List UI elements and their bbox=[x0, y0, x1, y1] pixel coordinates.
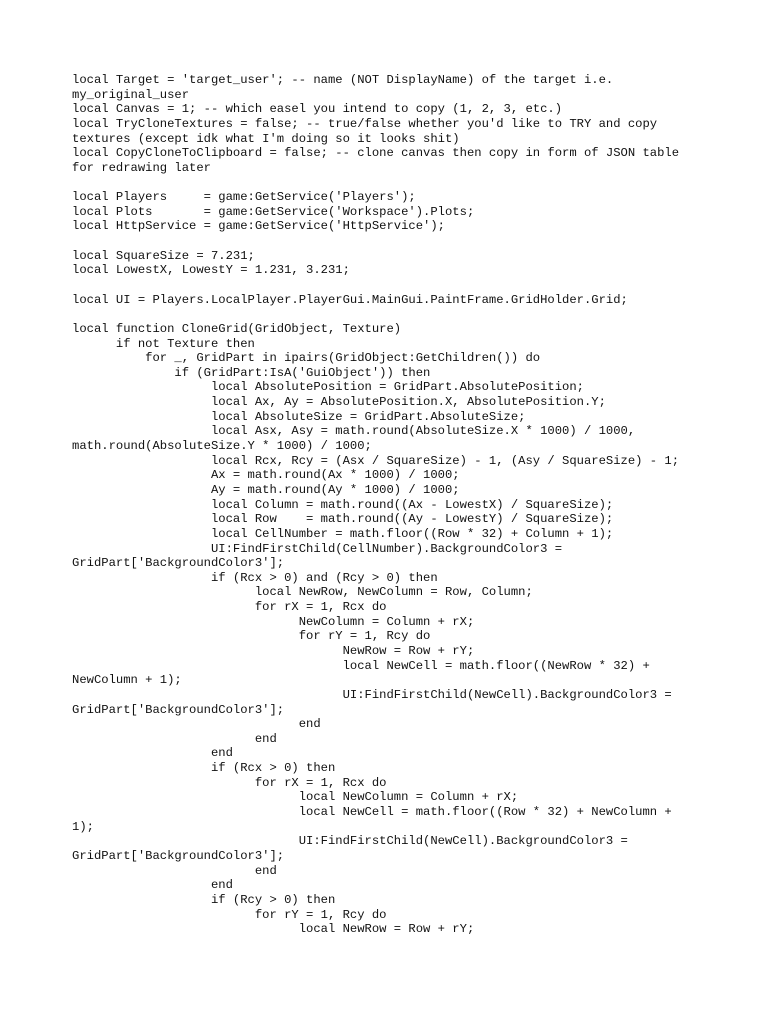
code-line: UI:FindFirstChild(CellNumber).BackgroundColor3 = bbox=[72, 541, 563, 556]
code-line: UI:FindFirstChild(NewCell).BackgroundColor3 = bbox=[72, 834, 628, 849]
code-line: local SquareSize = 7.231; bbox=[72, 248, 255, 263]
code-line: local Plots = game:GetService('Workspace').Plots; bbox=[72, 204, 475, 219]
code-line: Ay = math.round(Ay * 1000) / 1000; bbox=[72, 482, 460, 497]
code-line: GridPart['BackgroundColor3']; bbox=[72, 848, 285, 863]
code-line: for rX = 1, Rcx do bbox=[72, 775, 387, 790]
code-line: local Canvas = 1; -- which easel you intend to copy (1, 2, 3, etc.) bbox=[72, 102, 563, 117]
code-line: UI:FindFirstChild(NewCell).BackgroundColor3 = bbox=[72, 687, 672, 702]
code-line: if (Rcx > 0) then bbox=[72, 761, 336, 776]
code-line: for redrawing later bbox=[72, 160, 211, 175]
code-line: NewColumn + 1); bbox=[72, 673, 182, 688]
blank-line bbox=[72, 234, 712, 249]
code-line: if (GridPart:IsA('GuiObject')) then bbox=[72, 365, 431, 380]
code-line: end bbox=[72, 731, 277, 746]
code-line: if (Rcy > 0) then bbox=[72, 892, 336, 907]
code-line: local Ax, Ay = AbsolutePosition.X, AbsolutePosition.Y; bbox=[72, 395, 606, 410]
code-line: local Column = math.round((Ax - LowestX) / SquareSize); bbox=[72, 497, 614, 512]
code-line: if not Texture then bbox=[72, 336, 255, 351]
code-line: local TryCloneTextures = false; -- true/false whether you'd like to TRY and copy bbox=[72, 116, 658, 131]
blank-line bbox=[72, 278, 712, 293]
code-line: local CellNumber = math.floor((Row * 32) + Column + 1); bbox=[72, 526, 614, 541]
code-line: local Rcx, Rcy = (Asx / SquareSize) - 1, (Asy / SquareSize) - 1; bbox=[72, 453, 680, 468]
code-line: local HttpService = game:GetService('HttpService'); bbox=[72, 219, 445, 234]
code-line: local NewRow, NewColumn = Row, Column; bbox=[72, 585, 533, 600]
code-line: GridPart['BackgroundColor3']; bbox=[72, 556, 285, 571]
code-line: local AbsoluteSize = GridPart.AbsoluteSize; bbox=[72, 409, 526, 424]
code-document bbox=[72, 73, 712, 937]
code-line: local NewRow = Row + rY; bbox=[72, 922, 475, 937]
code-line: textures (except idk what I'm doing so it looks shit) bbox=[72, 131, 460, 146]
code-line: local Players = game:GetService('Players'); bbox=[72, 190, 416, 205]
code-line: for rY = 1, Rcy do bbox=[72, 629, 431, 644]
code-line: end bbox=[72, 863, 277, 878]
code-line: local NewCell = math.floor((NewRow * 32) + bbox=[72, 658, 650, 673]
code-line: local Asx, Asy = math.round(AbsoluteSize.X * 1000) / 1000, bbox=[72, 424, 636, 439]
code-line: for rX = 1, Rcx do bbox=[72, 600, 387, 615]
code-line: for rY = 1, Rcy do bbox=[72, 907, 387, 922]
code-line: local function CloneGrid(GridObject, Texture) bbox=[72, 321, 402, 336]
code-line: local Row = math.round((Ay - LowestY) / SquareSize); bbox=[72, 512, 614, 527]
code-line: math.round(AbsoluteSize.Y * 1000) / 1000; bbox=[72, 439, 372, 454]
code-line: local Target = 'target_user'; -- name (NOT DisplayName) of the target i.e. bbox=[72, 73, 614, 87]
code-line: NewRow = Row + rY; bbox=[72, 643, 475, 658]
code-line: end bbox=[72, 717, 321, 732]
code-line: for _, GridPart in ipairs(GridObject:GetChildren()) do bbox=[72, 351, 541, 366]
code-line: end bbox=[72, 746, 233, 761]
code-line: NewColumn = Column + rX; bbox=[72, 614, 475, 629]
code-line: local CopyCloneToClipboard = false; -- clone canvas then copy in form of JSON table bbox=[72, 146, 680, 161]
code-line: local AbsolutePosition = GridPart.AbsolutePosition; bbox=[72, 380, 584, 395]
code-line: my_original_user bbox=[72, 87, 190, 102]
blank-line bbox=[72, 307, 712, 322]
code-line: 1); bbox=[72, 819, 94, 834]
code-line: local NewCell = math.floor((Row * 32) + NewColumn + bbox=[72, 805, 672, 820]
code-line: end bbox=[72, 878, 233, 893]
code-line: local NewColumn = Column + rX; bbox=[72, 790, 519, 805]
code-line: if (Rcx > 0) and (Rcy > 0) then bbox=[72, 570, 438, 585]
code-line: local LowestX, LowestY = 1.231, 3.231; bbox=[72, 263, 350, 278]
code-line: GridPart['BackgroundColor3']; bbox=[72, 702, 285, 717]
code-line: local UI = Players.LocalPlayer.PlayerGui.MainGui.PaintFrame.GridHolder.Grid; bbox=[72, 292, 628, 307]
code-line: Ax = math.round(Ax * 1000) / 1000; bbox=[72, 468, 460, 483]
blank-line bbox=[72, 175, 712, 190]
